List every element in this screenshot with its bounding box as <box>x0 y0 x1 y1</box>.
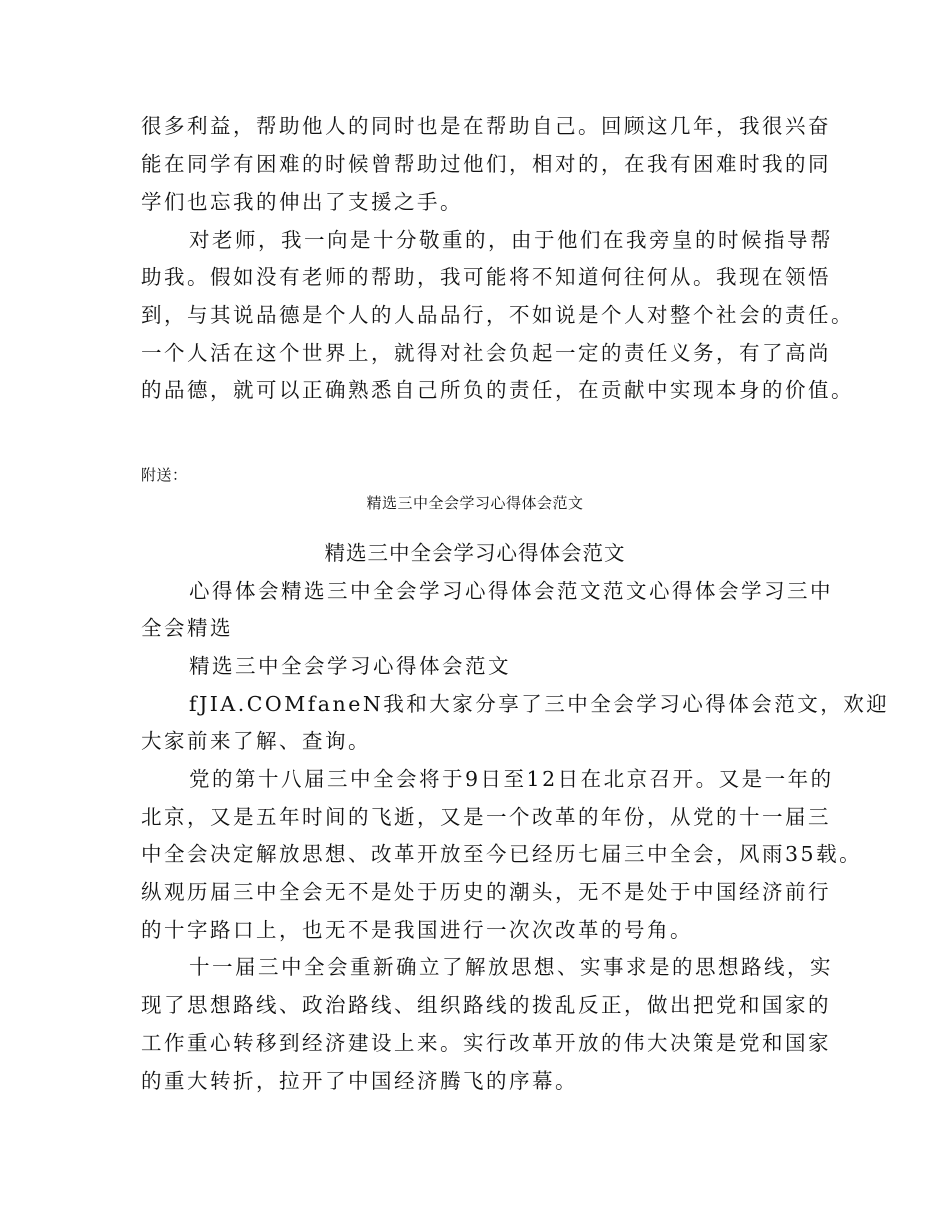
paragraph-line: 党的第十八届三中全会将于9日至12日在北京召开。又是一年的 <box>189 767 834 791</box>
appendix-main-title: 精选三中全会学习心得体会范文 <box>324 541 626 565</box>
appendix-label: 附送： <box>141 466 188 484</box>
paragraph-line: 心得体会精选三中全会学习心得体会范文范文心得体会学习三中 <box>189 579 833 603</box>
paragraph-line: 精选三中全会学习心得体会范文 <box>189 654 511 678</box>
paragraph-line: 能在同学有困难的时候曾帮助过他们，相对的，在我有困难时我的同 <box>141 152 831 176</box>
paragraph-line: 很多利益，帮助他人的同时也是在帮助自己。回顾这几年，我很兴奋 <box>141 114 831 138</box>
paragraph-line: 的重大转折，拉开了中国经济腾飞的序幕。 <box>141 1069 578 1093</box>
paragraph-line: fJIA.COMfaneN我和大家分享了三中全会学习心得体会范文，欢迎 <box>189 692 890 716</box>
paragraph-line: 对老师，我一向是十分敬重的，由于他们在我旁皇的时候指导帮 <box>189 228 833 252</box>
paragraph-line: 工作重心转移到经济建设上来。实行改革开放的伟大决策是党和国家 <box>141 1031 831 1055</box>
paragraph-line: 中全会决定解放思想、改革开放至今已经历七届三中全会，风雨35载。 <box>141 842 863 866</box>
paragraph-line: 学们也忘我的伸出了支援之手。 <box>141 190 463 214</box>
paragraph-line: 助我。假如没有老师的帮助，我可能将不知道何往何从。我现在领悟 <box>141 265 831 289</box>
paragraph-line: 到，与其说品德是个人的人品品行，不如说是个人对整个社会的责任。 <box>141 303 854 327</box>
paragraph-line: 大家前来了解、查询。 <box>141 729 371 753</box>
paragraph-line: 一个人活在这个世界上，就得对社会负起一定的责任义务，有了高尚 <box>141 341 831 365</box>
appendix-small-title: 精选三中全会学习心得体会范文 <box>366 494 584 512</box>
paragraph-line: 纵观历届三中全会无不是处于历史的潮头，无不是处于中国经济前行 <box>141 880 831 904</box>
paragraph-line: 全会精选 <box>141 616 233 640</box>
paragraph-line: 的品德，就可以正确熟悉自己所负的责任，在贡献中实现本身的价值。 <box>141 378 854 402</box>
paragraph-line: 十一届三中全会重新确立了解放思想、实事求是的思想路线，实 <box>189 955 833 979</box>
paragraph-line: 现了思想路线、政治路线、组织路线的拨乱反正，做出把党和国家的 <box>141 993 831 1017</box>
paragraph-line: 的十字路口上，也无不是我国进行一次次改革的号角。 <box>141 918 693 942</box>
paragraph-line: 北京，又是五年时间的飞逝，又是一个改革的年份，从党的十一届三 <box>141 805 831 829</box>
